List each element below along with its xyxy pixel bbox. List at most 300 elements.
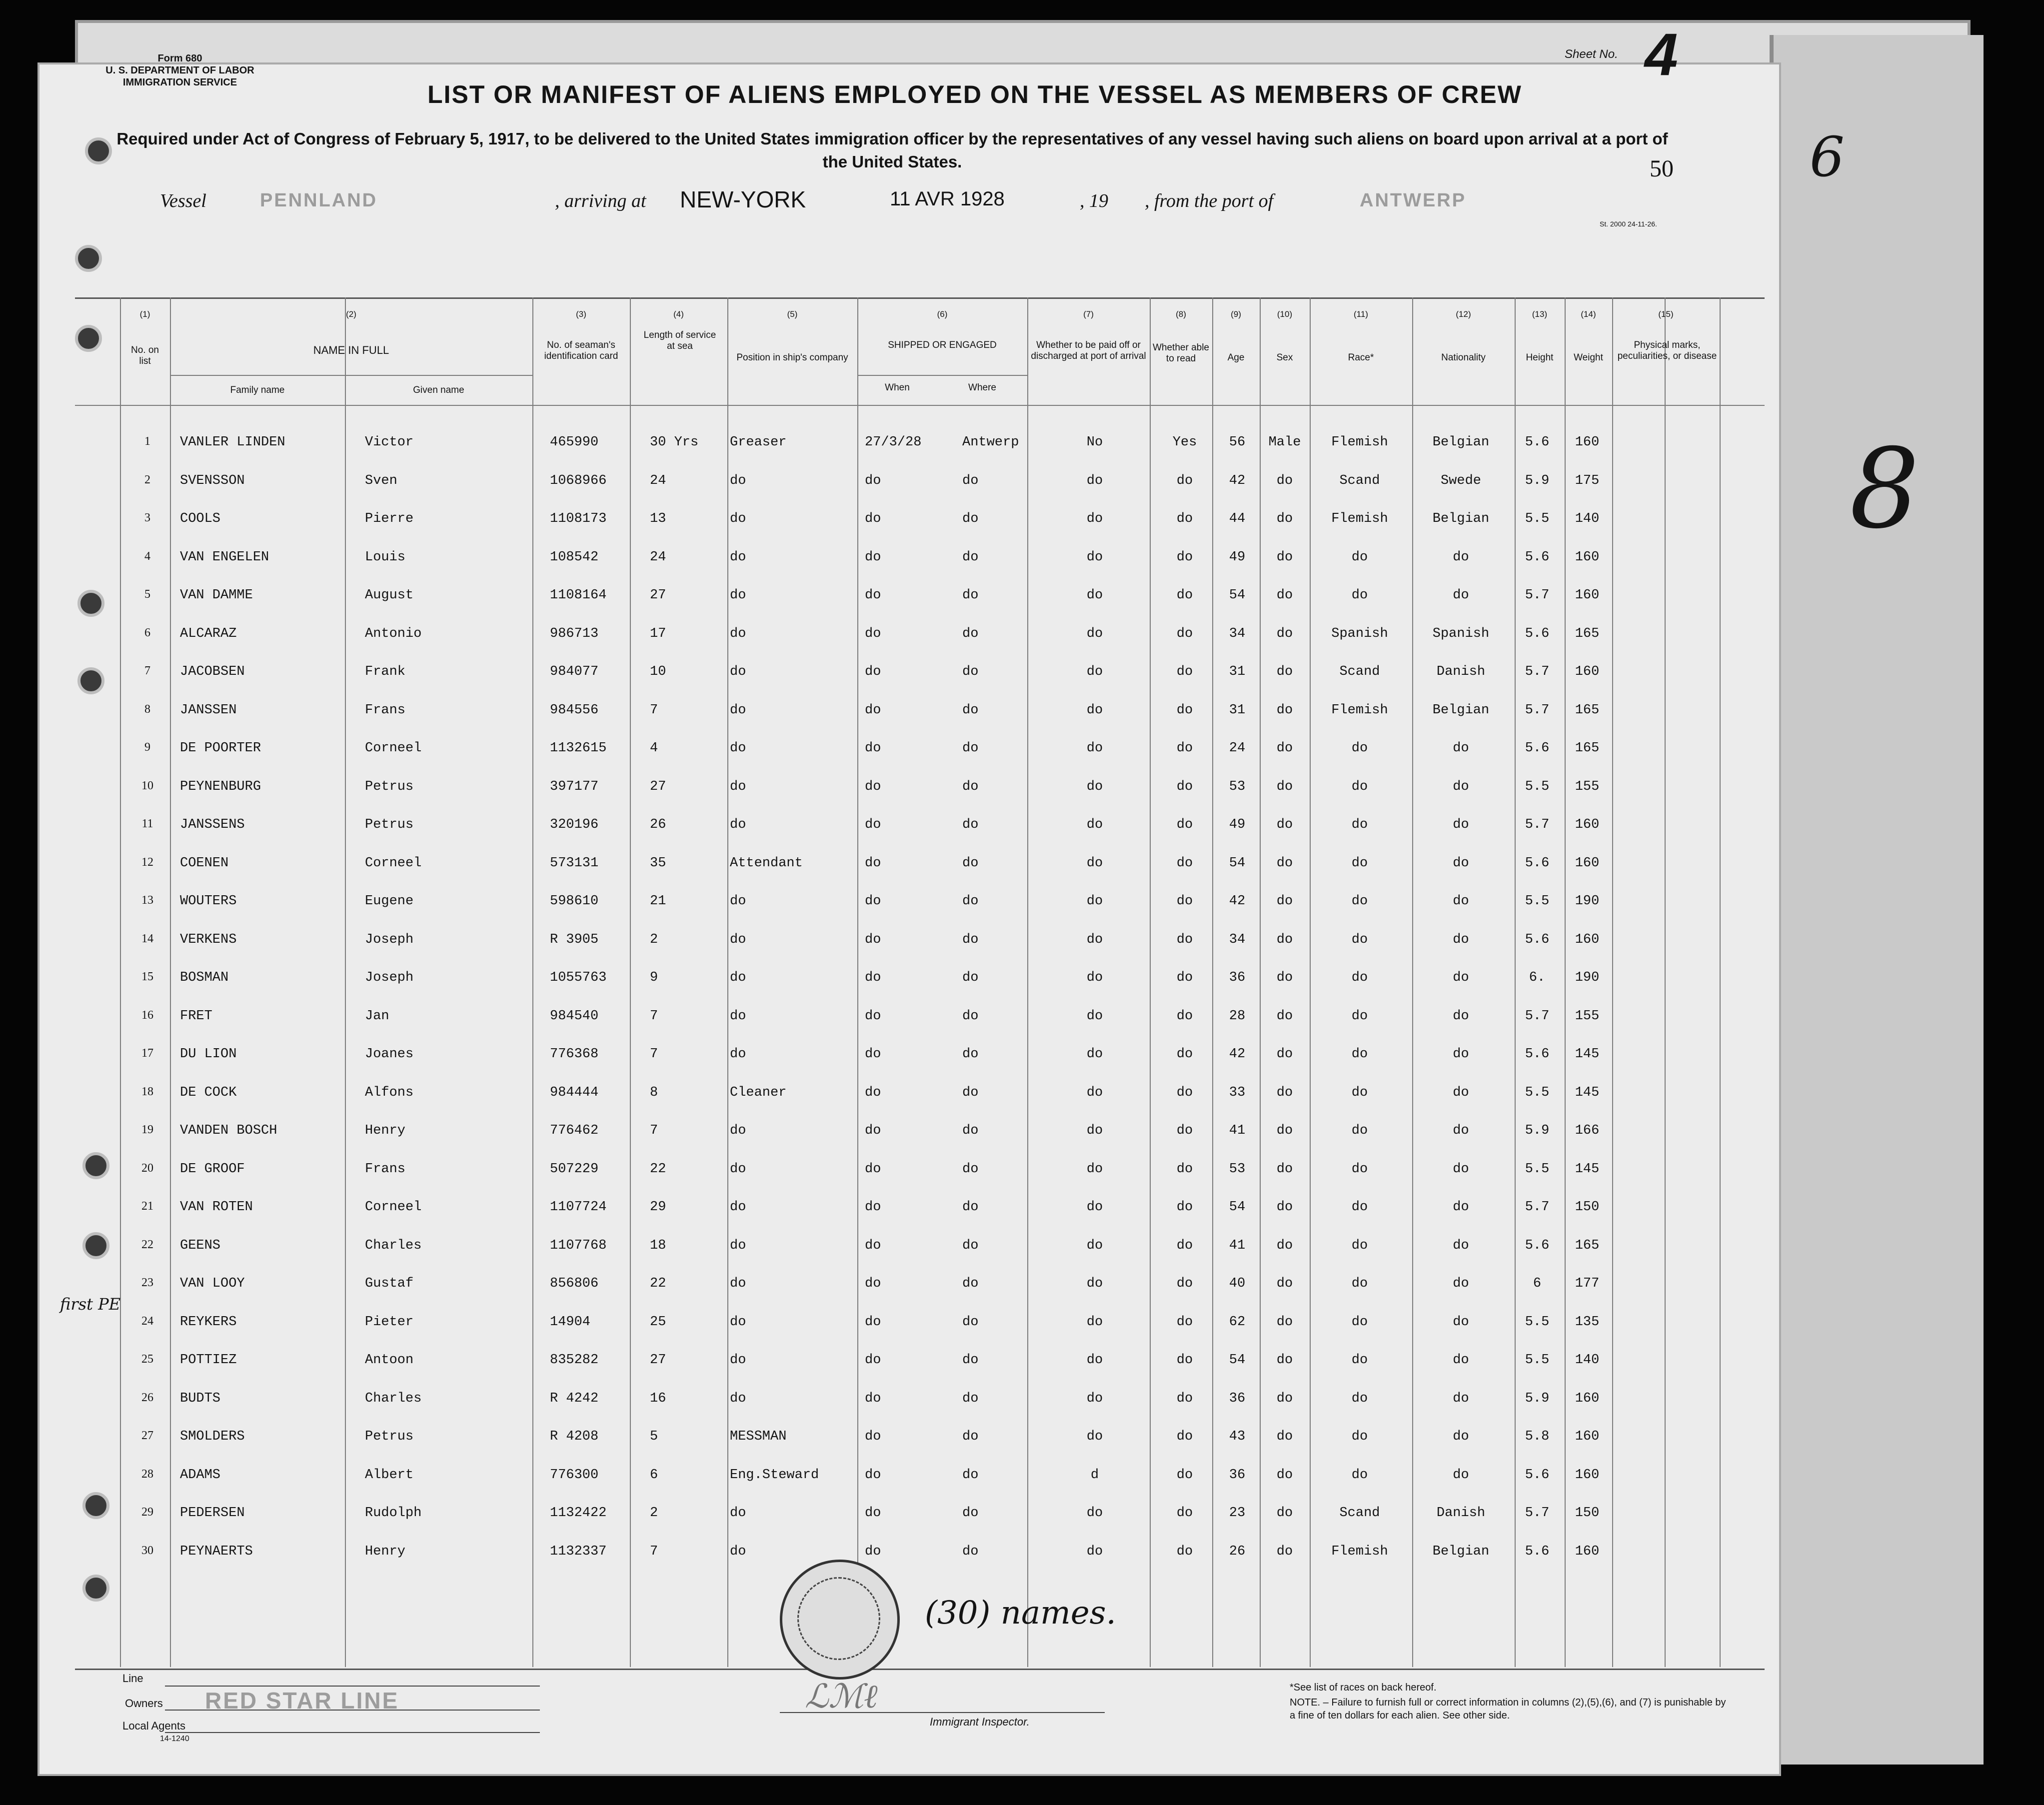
cell-read: do (1176, 1391, 1193, 1406)
cell-race: do (1351, 741, 1368, 756)
cell-position: do (730, 702, 746, 718)
cell-sex: do (1276, 1391, 1293, 1406)
column-number: (10) (1277, 309, 1293, 319)
cell-age: 31 (1229, 702, 1246, 718)
cell-card: 986713 (550, 626, 599, 641)
inspector-label: Immigrant Inspector. (930, 1716, 1030, 1728)
cell-read: do (1176, 473, 1193, 488)
cell-race: do (1351, 1391, 1368, 1406)
cell-nat: do (1453, 779, 1469, 794)
cell-sex: do (1276, 1085, 1293, 1100)
cell-given: Jan (365, 1008, 389, 1024)
cell-race: do (1351, 1353, 1368, 1368)
vessel-line (160, 186, 1660, 220)
cell-height: 5.5 (1525, 1353, 1550, 1368)
cell-read: do (1176, 741, 1193, 756)
cell-sex: do (1276, 1161, 1293, 1177)
cell-no: 6 (144, 626, 150, 639)
cell-card: 1132422 (550, 1506, 607, 1521)
reference-code: St. 2000 24-11-26. (1600, 220, 1657, 228)
cell-service: 7 (650, 1123, 658, 1138)
cell-nat: do (1453, 1391, 1469, 1406)
cell-weight: 160 (1575, 664, 1600, 679)
cell-where: do (962, 1276, 979, 1291)
cell-no: 28 (141, 1467, 153, 1481)
year-label: , 19 (1080, 190, 1108, 211)
cell-sex: do (1276, 549, 1293, 565)
cell-position: do (730, 1314, 746, 1330)
cell-no: 25 (141, 1353, 153, 1366)
cell-age: 53 (1229, 779, 1246, 794)
cell-position: do (730, 1123, 746, 1138)
page-subtitle: Required under Act of Congress of February 5, 1917, to be delivered to the United States immigration officer by the representatives of any vessel having such aliens on board upon arrival at a port of the United States. (116, 129, 1668, 171)
footer-rule (165, 1686, 540, 1687)
cell-paid: No (1086, 435, 1103, 450)
cell-weight: 160 (1575, 855, 1600, 871)
cell-read: do (1176, 1238, 1193, 1253)
cell-given: Sven (365, 473, 397, 488)
cell-age: 56 (1229, 435, 1246, 450)
cell-paid: do (1086, 626, 1103, 641)
from-port: ANTWERP (1360, 190, 1467, 211)
cell-race: do (1351, 1085, 1368, 1100)
cell-where: do (962, 1085, 979, 1100)
penalty-note: NOTE. – Failure to furnish full or correct information in columns (2),(5),(6), and (7) is punishable by a fine of ten dollars for each alien. See other side. (1290, 1697, 1726, 1721)
cell-read: do (1176, 588, 1193, 603)
cell-when: do (865, 473, 881, 488)
cell-no: 14 (141, 932, 153, 945)
cell-sex: do (1276, 932, 1293, 947)
cell-where: do (962, 779, 979, 794)
cell-where: do (962, 1161, 979, 1177)
cell-given: Charles (365, 1238, 422, 1253)
cell-family: BUDTS (180, 1391, 221, 1406)
header-rule (170, 375, 532, 376)
cell-no: 8 (144, 702, 150, 716)
cell-age: 36 (1229, 970, 1246, 985)
cell-read: do (1176, 1506, 1193, 1521)
header-paid-off: Whether to be paid off or discharged at port of arrival (1031, 340, 1146, 361)
cell-given: Corneel (365, 741, 422, 756)
header-sex: Sex (1276, 352, 1293, 363)
cell-age: 49 (1229, 549, 1246, 565)
cell-service: 9 (650, 970, 658, 985)
cell-when: do (865, 1391, 881, 1406)
cell-weight: 175 (1575, 473, 1600, 488)
cell-no: 16 (141, 1008, 153, 1022)
cell-no: 4 (144, 549, 150, 563)
cell-position: do (730, 1506, 746, 1521)
cell-age: 36 (1229, 1467, 1246, 1483)
sheet-number-label: Sheet No. (1565, 47, 1618, 61)
cell-read: do (1176, 664, 1193, 679)
cell-where: do (962, 473, 979, 488)
column-number: (9) (1231, 309, 1241, 319)
column-rule (1665, 297, 1666, 1667)
cell-when: do (865, 1200, 881, 1215)
cell-given: Frans (365, 1161, 406, 1177)
cell-when: do (865, 1276, 881, 1291)
header-name-in-full: NAME IN FULL (313, 344, 389, 356)
cell-age: 34 (1229, 626, 1246, 641)
cell-weight: 150 (1575, 1200, 1600, 1215)
cell-paid: do (1086, 1047, 1103, 1062)
cell-read: do (1176, 511, 1193, 526)
cell-given: Antonio (365, 626, 422, 641)
cell-family: VANLER LINDEN (180, 435, 285, 450)
cell-read: do (1176, 1085, 1193, 1100)
cell-weight: 177 (1575, 1276, 1600, 1291)
cell-height: 5.5 (1525, 1314, 1550, 1330)
cell-age: 28 (1229, 1008, 1246, 1024)
cell-weight: 140 (1575, 1353, 1600, 1368)
cell-no: 21 (141, 1200, 153, 1213)
cell-weight: 160 (1575, 1391, 1600, 1406)
cell-weight: 145 (1575, 1047, 1600, 1062)
cell-paid: do (1086, 855, 1103, 871)
cell-where: do (962, 1506, 979, 1521)
cell-where: do (962, 1314, 979, 1330)
cell-family: PEDERSEN (180, 1506, 245, 1521)
cell-where: do (962, 549, 979, 565)
cell-race: do (1351, 932, 1368, 947)
cell-paid: do (1086, 664, 1103, 679)
header-length-service: Length of service at sea (643, 330, 716, 351)
cell-paid: do (1086, 1200, 1103, 1215)
cell-sex: do (1276, 588, 1293, 603)
cell-height: 5.5 (1525, 894, 1550, 909)
cell-given: Joseph (365, 932, 414, 947)
cell-nat: do (1453, 1276, 1469, 1291)
cell-height: 5.5 (1525, 779, 1550, 794)
cell-weight: 145 (1575, 1161, 1600, 1177)
cell-family: ALCARAZ (180, 626, 237, 641)
cell-family: WOUTERS (180, 894, 237, 909)
cell-height: 5.5 (1525, 1085, 1550, 1100)
cell-nat: do (1453, 1161, 1469, 1177)
cell-position: Eng.Steward (730, 1467, 819, 1483)
cell-family: REYKERS (180, 1314, 237, 1330)
cell-where: do (962, 932, 979, 947)
cell-nat: Belgian (1432, 511, 1490, 526)
cell-service: 35 (650, 855, 666, 871)
cell-card: 1132337 (550, 1544, 607, 1559)
header-shipped: SHIPPED OR ENGAGED (888, 340, 997, 350)
cell-paid: do (1086, 817, 1103, 832)
cell-nat: do (1453, 1314, 1469, 1330)
cell-race: do (1351, 779, 1368, 794)
cell-nat: do (1453, 1008, 1469, 1024)
cell-sex: Male (1268, 435, 1301, 450)
header-no-on-list: No. on list (131, 345, 159, 366)
cell-age: 33 (1229, 1085, 1246, 1100)
cell-race: do (1351, 1123, 1368, 1138)
cell-service: 22 (650, 1161, 666, 1177)
cell-family: VAN DAMME (180, 588, 253, 603)
cell-given: Henry (365, 1544, 406, 1559)
cell-race: do (1351, 1238, 1368, 1253)
form-header (100, 52, 260, 88)
cell-where: do (962, 1238, 979, 1253)
cell-weight: 160 (1575, 817, 1600, 832)
cell-given: Petrus (365, 1429, 414, 1444)
vessel-name: PENNLAND (260, 190, 378, 211)
signature-rule (780, 1712, 1105, 1713)
cell-height: 5.6 (1525, 855, 1550, 871)
consulate-seal (780, 1560, 900, 1680)
column-number: (11) (1354, 309, 1368, 319)
column-number: (7) (1083, 309, 1094, 319)
cell-given: Frans (365, 702, 406, 718)
cell-service: 25 (650, 1314, 666, 1330)
cell-when: do (865, 1429, 881, 1444)
cell-weight: 155 (1575, 1008, 1600, 1024)
cell-no: 30 (141, 1544, 153, 1557)
cell-sex: do (1276, 511, 1293, 526)
cell-where: do (962, 1467, 979, 1483)
cell-card: R 4242 (550, 1391, 599, 1406)
footer-rule (165, 1710, 540, 1711)
cell-race: do (1351, 817, 1368, 832)
cell-paid: do (1086, 1238, 1103, 1253)
cell-nat: Spanish (1432, 626, 1490, 641)
cell-card: 984077 (550, 664, 599, 679)
cell-sex: do (1276, 1008, 1293, 1024)
cell-height: 5.6 (1525, 1467, 1550, 1483)
cell-card: 776300 (550, 1467, 599, 1483)
cell-when: do (865, 1085, 881, 1100)
cell-family: GEENS (180, 1238, 221, 1253)
cell-given: Antoon (365, 1353, 414, 1368)
cell-no: 26 (141, 1391, 153, 1404)
cell-position: do (730, 1008, 746, 1024)
cell-sex: do (1276, 626, 1293, 641)
cell-read: do (1176, 970, 1193, 985)
cell-sex: do (1276, 1123, 1293, 1138)
cell-card: 984444 (550, 1085, 599, 1100)
column-number: (6) (937, 309, 948, 319)
column-number: (8) (1176, 309, 1186, 319)
cell-no: 3 (144, 511, 150, 524)
vessel-label: Vessel (160, 190, 206, 211)
agents-label: Local Agents (122, 1720, 185, 1732)
cell-sex: do (1276, 1238, 1293, 1253)
cell-when: do (865, 1506, 881, 1521)
cell-no: 19 (141, 1123, 153, 1136)
cell-when: 27/3/28 (865, 435, 922, 450)
cell-age: 53 (1229, 1161, 1246, 1177)
cell-race: Spanish (1331, 626, 1388, 641)
cell-sex: do (1276, 817, 1293, 832)
cell-family: SMOLDERS (180, 1429, 245, 1444)
cell-family: DE COCK (180, 1085, 237, 1100)
cell-position: do (730, 511, 746, 526)
cell-height: 5.5 (1525, 1161, 1550, 1177)
header-race: Race* (1348, 352, 1374, 363)
cell-given: Rudolph (365, 1506, 422, 1521)
cell-no: 20 (141, 1161, 153, 1175)
cell-height: 5.6 (1525, 1238, 1550, 1253)
cell-race: Scand (1339, 664, 1380, 679)
cell-nat: do (1453, 970, 1469, 985)
cell-service: 21 (650, 894, 666, 909)
cell-service: 7 (650, 1544, 658, 1559)
cell-nat: do (1453, 1085, 1469, 1100)
cell-where: do (962, 1391, 979, 1406)
cell-sex: do (1276, 894, 1293, 909)
header-weight: Weight (1574, 352, 1603, 363)
cell-service: 6 (650, 1467, 658, 1483)
cell-paid: do (1086, 1506, 1103, 1521)
cell-when: do (865, 1314, 881, 1330)
cell-race: do (1351, 588, 1368, 603)
cell-height: 5.8 (1525, 1429, 1550, 1444)
cell-height: 6 (1533, 1276, 1542, 1291)
cell-race: do (1351, 1429, 1368, 1444)
cell-no: 5 (144, 588, 150, 601)
cell-when: do (865, 1161, 881, 1177)
column-number: (1) (139, 309, 150, 319)
cell-weight: 165 (1575, 702, 1600, 718)
cell-when: do (865, 588, 881, 603)
column-rule (630, 297, 631, 1667)
cell-nat: Belgian (1432, 1544, 1490, 1559)
cell-height: 5.6 (1525, 1047, 1550, 1062)
arriving-port: NEW-YORK (680, 186, 806, 212)
cell-read: do (1176, 1123, 1193, 1138)
cell-when: do (865, 970, 881, 985)
cell-age: 54 (1229, 588, 1246, 603)
cell-card: 1108173 (550, 511, 607, 526)
cell-given: Joseph (365, 970, 414, 985)
cell-sex: do (1276, 1544, 1293, 1559)
cell-no: 15 (141, 970, 153, 983)
column-rule (345, 297, 346, 1667)
cell-where: Antwerp (962, 435, 1019, 450)
cell-when: do (865, 1353, 881, 1368)
cell-weight: 190 (1575, 894, 1600, 909)
column-rule (727, 297, 728, 1667)
header-physical: Physical marks, peculiarities, or disease (1617, 340, 1717, 361)
cell-read: do (1176, 1008, 1193, 1024)
sheet-number: 4 (1645, 21, 1678, 88)
cell-position: do (730, 1200, 746, 1215)
cell-service: 16 (650, 1391, 666, 1406)
cell-position: do (730, 817, 746, 832)
cell-where: do (962, 1200, 979, 1215)
cell-age: 54 (1229, 855, 1246, 871)
cell-read: do (1176, 1467, 1193, 1483)
cell-service: 7 (650, 1047, 658, 1062)
cell-when: do (865, 511, 881, 526)
cell-paid: do (1086, 970, 1103, 985)
header-given-name: Given name (413, 385, 464, 395)
cell-height: 5.6 (1525, 626, 1550, 641)
cell-read: do (1176, 779, 1193, 794)
cell-paid: do (1086, 1314, 1103, 1330)
margin-note: first PE (60, 1295, 120, 1314)
cell-service: 27 (650, 588, 666, 603)
cell-nat: do (1453, 1467, 1469, 1483)
header-able-read: Whether able to read (1152, 342, 1209, 364)
cell-card: 108542 (550, 549, 599, 565)
cell-when: do (865, 626, 881, 641)
form-number: Form 680 (157, 53, 202, 64)
cell-weight: 160 (1575, 1429, 1600, 1444)
cell-nat: do (1453, 1123, 1469, 1138)
cell-no: 27 (141, 1429, 153, 1442)
cell-no: 11 (141, 817, 153, 830)
from-label: , from the port of (1145, 190, 1274, 211)
cell-position: Cleaner (730, 1085, 787, 1100)
cell-card: 1107768 (550, 1238, 607, 1253)
cell-age: 54 (1229, 1353, 1246, 1368)
cell-no: 18 (141, 1085, 153, 1098)
cell-race: Flemish (1331, 511, 1388, 526)
cell-service: 30 Yrs (650, 435, 699, 450)
cell-position: do (730, 1161, 746, 1177)
cell-service: 4 (650, 741, 658, 756)
header-height: Height (1526, 352, 1554, 363)
cell-service: 26 (650, 817, 666, 832)
column-number: (13) (1532, 309, 1548, 319)
cell-where: do (962, 741, 979, 756)
cell-family: POTTIEZ (180, 1353, 237, 1368)
cell-sex: do (1276, 970, 1293, 985)
cell-no: 9 (144, 741, 150, 754)
cell-service: 5 (650, 1429, 658, 1444)
cell-nat: do (1453, 588, 1469, 603)
cell-position: Attendant (730, 855, 803, 871)
cell-race: do (1351, 894, 1368, 909)
cell-sex: do (1276, 1200, 1293, 1215)
cell-read: do (1176, 817, 1193, 832)
cell-family: SVENSSON (180, 473, 245, 488)
cell-height: 5.6 (1525, 741, 1550, 756)
cell-card: 14904 (550, 1314, 591, 1330)
cell-weight: 166 (1575, 1123, 1600, 1138)
cell-race: do (1351, 549, 1368, 565)
cell-family: JANSSEN (180, 702, 237, 718)
margin-digit-mid: 8 (1850, 425, 1920, 553)
cell-position: MESSMAN (730, 1429, 787, 1444)
cell-paid: do (1086, 549, 1103, 565)
cell-card: 984540 (550, 1008, 599, 1024)
service-name: IMMIGRATION SERVICE (122, 77, 237, 88)
cell-age: 26 (1229, 1544, 1246, 1559)
cell-when: do (865, 1544, 881, 1559)
cell-family: VAN LOOY (180, 1276, 245, 1291)
arrival-date: 11 AVR 1928 (890, 188, 1005, 210)
cell-read: do (1176, 1429, 1193, 1444)
cell-given: Charles (365, 1391, 422, 1406)
cell-paid: do (1086, 1161, 1103, 1177)
cell-weight: 160 (1575, 1467, 1600, 1483)
cell-position: do (730, 779, 746, 794)
cell-weight: 160 (1575, 1544, 1600, 1559)
cell-sex: do (1276, 1276, 1293, 1291)
header-nationality: Nationality (1441, 352, 1486, 363)
cell-family: VERKENS (180, 932, 237, 947)
cell-weight: 150 (1575, 1506, 1600, 1521)
cell-paid: do (1086, 1276, 1103, 1291)
cell-service: 13 (650, 511, 666, 526)
cell-height: 5.6 (1525, 932, 1550, 947)
cell-age: 62 (1229, 1314, 1246, 1330)
cell-where: do (962, 626, 979, 641)
cell-given: Victor (365, 435, 414, 450)
cell-card: 320196 (550, 817, 599, 832)
